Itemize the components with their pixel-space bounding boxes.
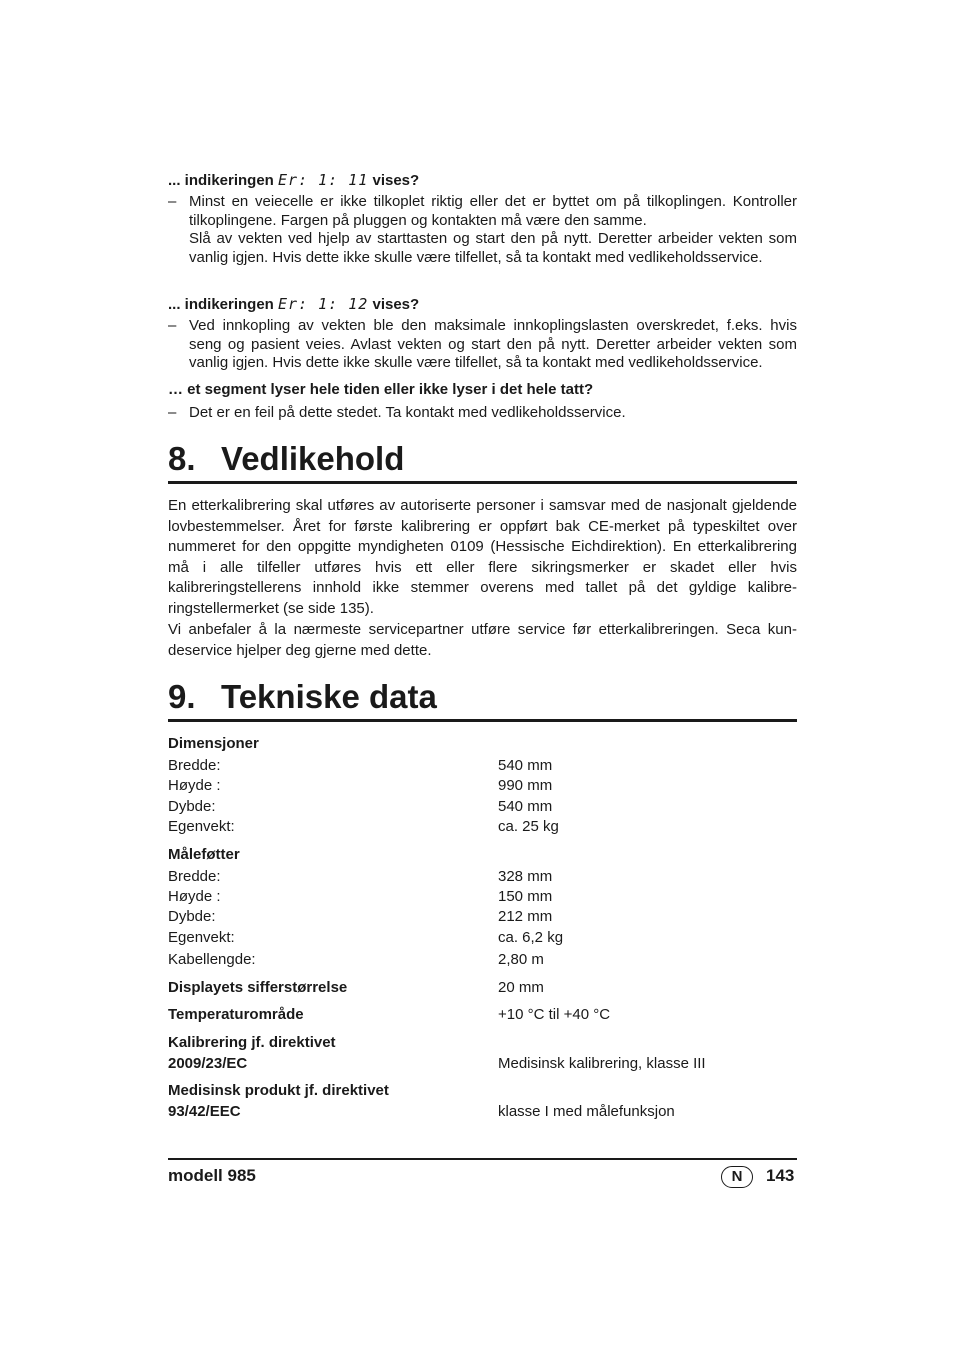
- display-code: Er: 1: 11: [278, 171, 369, 189]
- list-item: [168, 193, 797, 267]
- spec-group-title: Måleføtter: [168, 846, 240, 863]
- spec-label: Medisinsk produkt jf. direktivet: [168, 1082, 389, 1099]
- item-text: Ved innkopling av vekten ble den maksimale innkoplingslasten overskredet, f.eks. hvis seng og pasient veies. Avlast vekten og start den på nytt. Deretter arbeider vekten som vanlig igjen. Hvis dette ikke skulle være tilfellet, så ta kontakt med vedlikeholdsservice.: [189, 317, 797, 372]
- spec-group-title: Dimensjoner: [168, 735, 259, 752]
- item-text: Slå av vekten ved hjelp av starttasten og start den på nytt. Deretter arbeider vekten som vanlig igjen. Hvis dette ikke skulle være tilfellet, så ta kontakt med vedlikeholdsservice.: [189, 230, 797, 266]
- question-heading: [168, 295, 419, 314]
- spec-label: Temperaturområde: [168, 1006, 304, 1023]
- question-text: ... indikeringen: [168, 296, 279, 313]
- item-text: Minst en veiecelle er ikke tilkoplet riktig eller det er byttet om på tilkoplingen. Kontroller tilkoplingene. Fargen på pluggen og kontakten må være den samme.: [189, 193, 797, 229]
- spec-label: Bredde:: [168, 757, 221, 774]
- spec-label: Egenvekt:: [168, 929, 235, 946]
- spec-value: 540 mm: [498, 757, 553, 774]
- section-title: Tekniske data: [221, 678, 437, 715]
- spec-value: 990 mm: [498, 777, 553, 794]
- question-heading: [168, 171, 419, 190]
- spec-value: 212 mm: [498, 908, 553, 925]
- item-text: Det er en feil på dette stedet. Ta kontakt med vedlikeholdsservice.: [189, 404, 626, 421]
- spec-value: 328 mm: [498, 868, 553, 885]
- spec-value: 2,80 m: [498, 951, 544, 968]
- page-number: 143: [766, 1166, 795, 1185]
- question-text: … et segment lyser hele tiden eller ikke lyser i det hele tatt?: [168, 381, 594, 398]
- spec-label: Kabellengde:: [168, 951, 256, 968]
- spec-value: 150 mm: [498, 888, 553, 905]
- question-suffix: vises?: [368, 296, 420, 313]
- spec-label: Høyde :: [168, 888, 221, 905]
- question-text: ... indikeringen: [168, 172, 279, 189]
- section-number: 8.: [168, 440, 196, 477]
- paragraph: En etterkalibrering skal utføres av autoriserte personer i samsvar med de nasjonalt gjeldende lovbestemmelser. Året for første kalibrering er oppført bak CE-merket på typeskiltet over nummeret for den oppgitte myndigheten 0109 (Hessische Eichdirektion). En etterkalibrering må i alle tilfeller utføres hvis ett eller flere sikringsmerker er skadet eller hvis kalibreringstellerens innhold ikke stemmer overens med tallet på det gyldige kalibreringstellermerket (se side 135).: [168, 497, 797, 617]
- dash-bullet: –: [168, 193, 177, 210]
- spec-value: ca. 6,2 kg: [498, 929, 564, 946]
- spec-label: Bredde:: [168, 868, 221, 885]
- footer-rule: [168, 1158, 797, 1160]
- spec-label: Dybde:: [168, 908, 216, 925]
- spec-label: Displayets sifferstørrelse: [168, 979, 348, 996]
- paragraph: Vi anbefaler å la nærmeste servicepartner utføre service før etterkalibreringen. Seca kundeservice hjelper deg gjerne med dette.: [168, 621, 797, 659]
- spec-value: 540 mm: [498, 798, 553, 815]
- footer-model: modell 985: [168, 1166, 256, 1185]
- question-suffix: vises?: [368, 172, 420, 189]
- language-badge: N: [721, 1166, 753, 1188]
- spec-label: Egenvekt:: [168, 818, 235, 835]
- spec-value: 20 mm: [498, 979, 544, 996]
- spec-value: Medisinsk kalibrering, klasse III: [498, 1055, 706, 1072]
- dash-bullet: –: [168, 404, 177, 421]
- spec-label: Dybde:: [168, 798, 216, 815]
- section-heading-9: [168, 677, 797, 722]
- question-heading: [168, 381, 593, 399]
- spec-value: ca. 25 kg: [498, 818, 559, 835]
- list-item: [168, 404, 797, 423]
- spec-label: Kalibrering jf. direktivet: [168, 1034, 336, 1051]
- section-title: Vedlikehold: [221, 440, 405, 477]
- spec-label: 2009/23/EC: [168, 1055, 248, 1072]
- spec-value: klasse I med målefunksjon: [498, 1103, 675, 1120]
- section-number: 9.: [168, 678, 196, 715]
- spec-label: 93/42/EEC: [168, 1103, 241, 1120]
- spec-value: +10 °C til +40 °C: [498, 1006, 611, 1023]
- list-item: [168, 317, 797, 373]
- dash-bullet: –: [168, 317, 177, 334]
- spec-label: Høyde :: [168, 777, 221, 794]
- display-code: Er: 1: 12: [278, 295, 369, 313]
- section-heading-8: [168, 439, 797, 484]
